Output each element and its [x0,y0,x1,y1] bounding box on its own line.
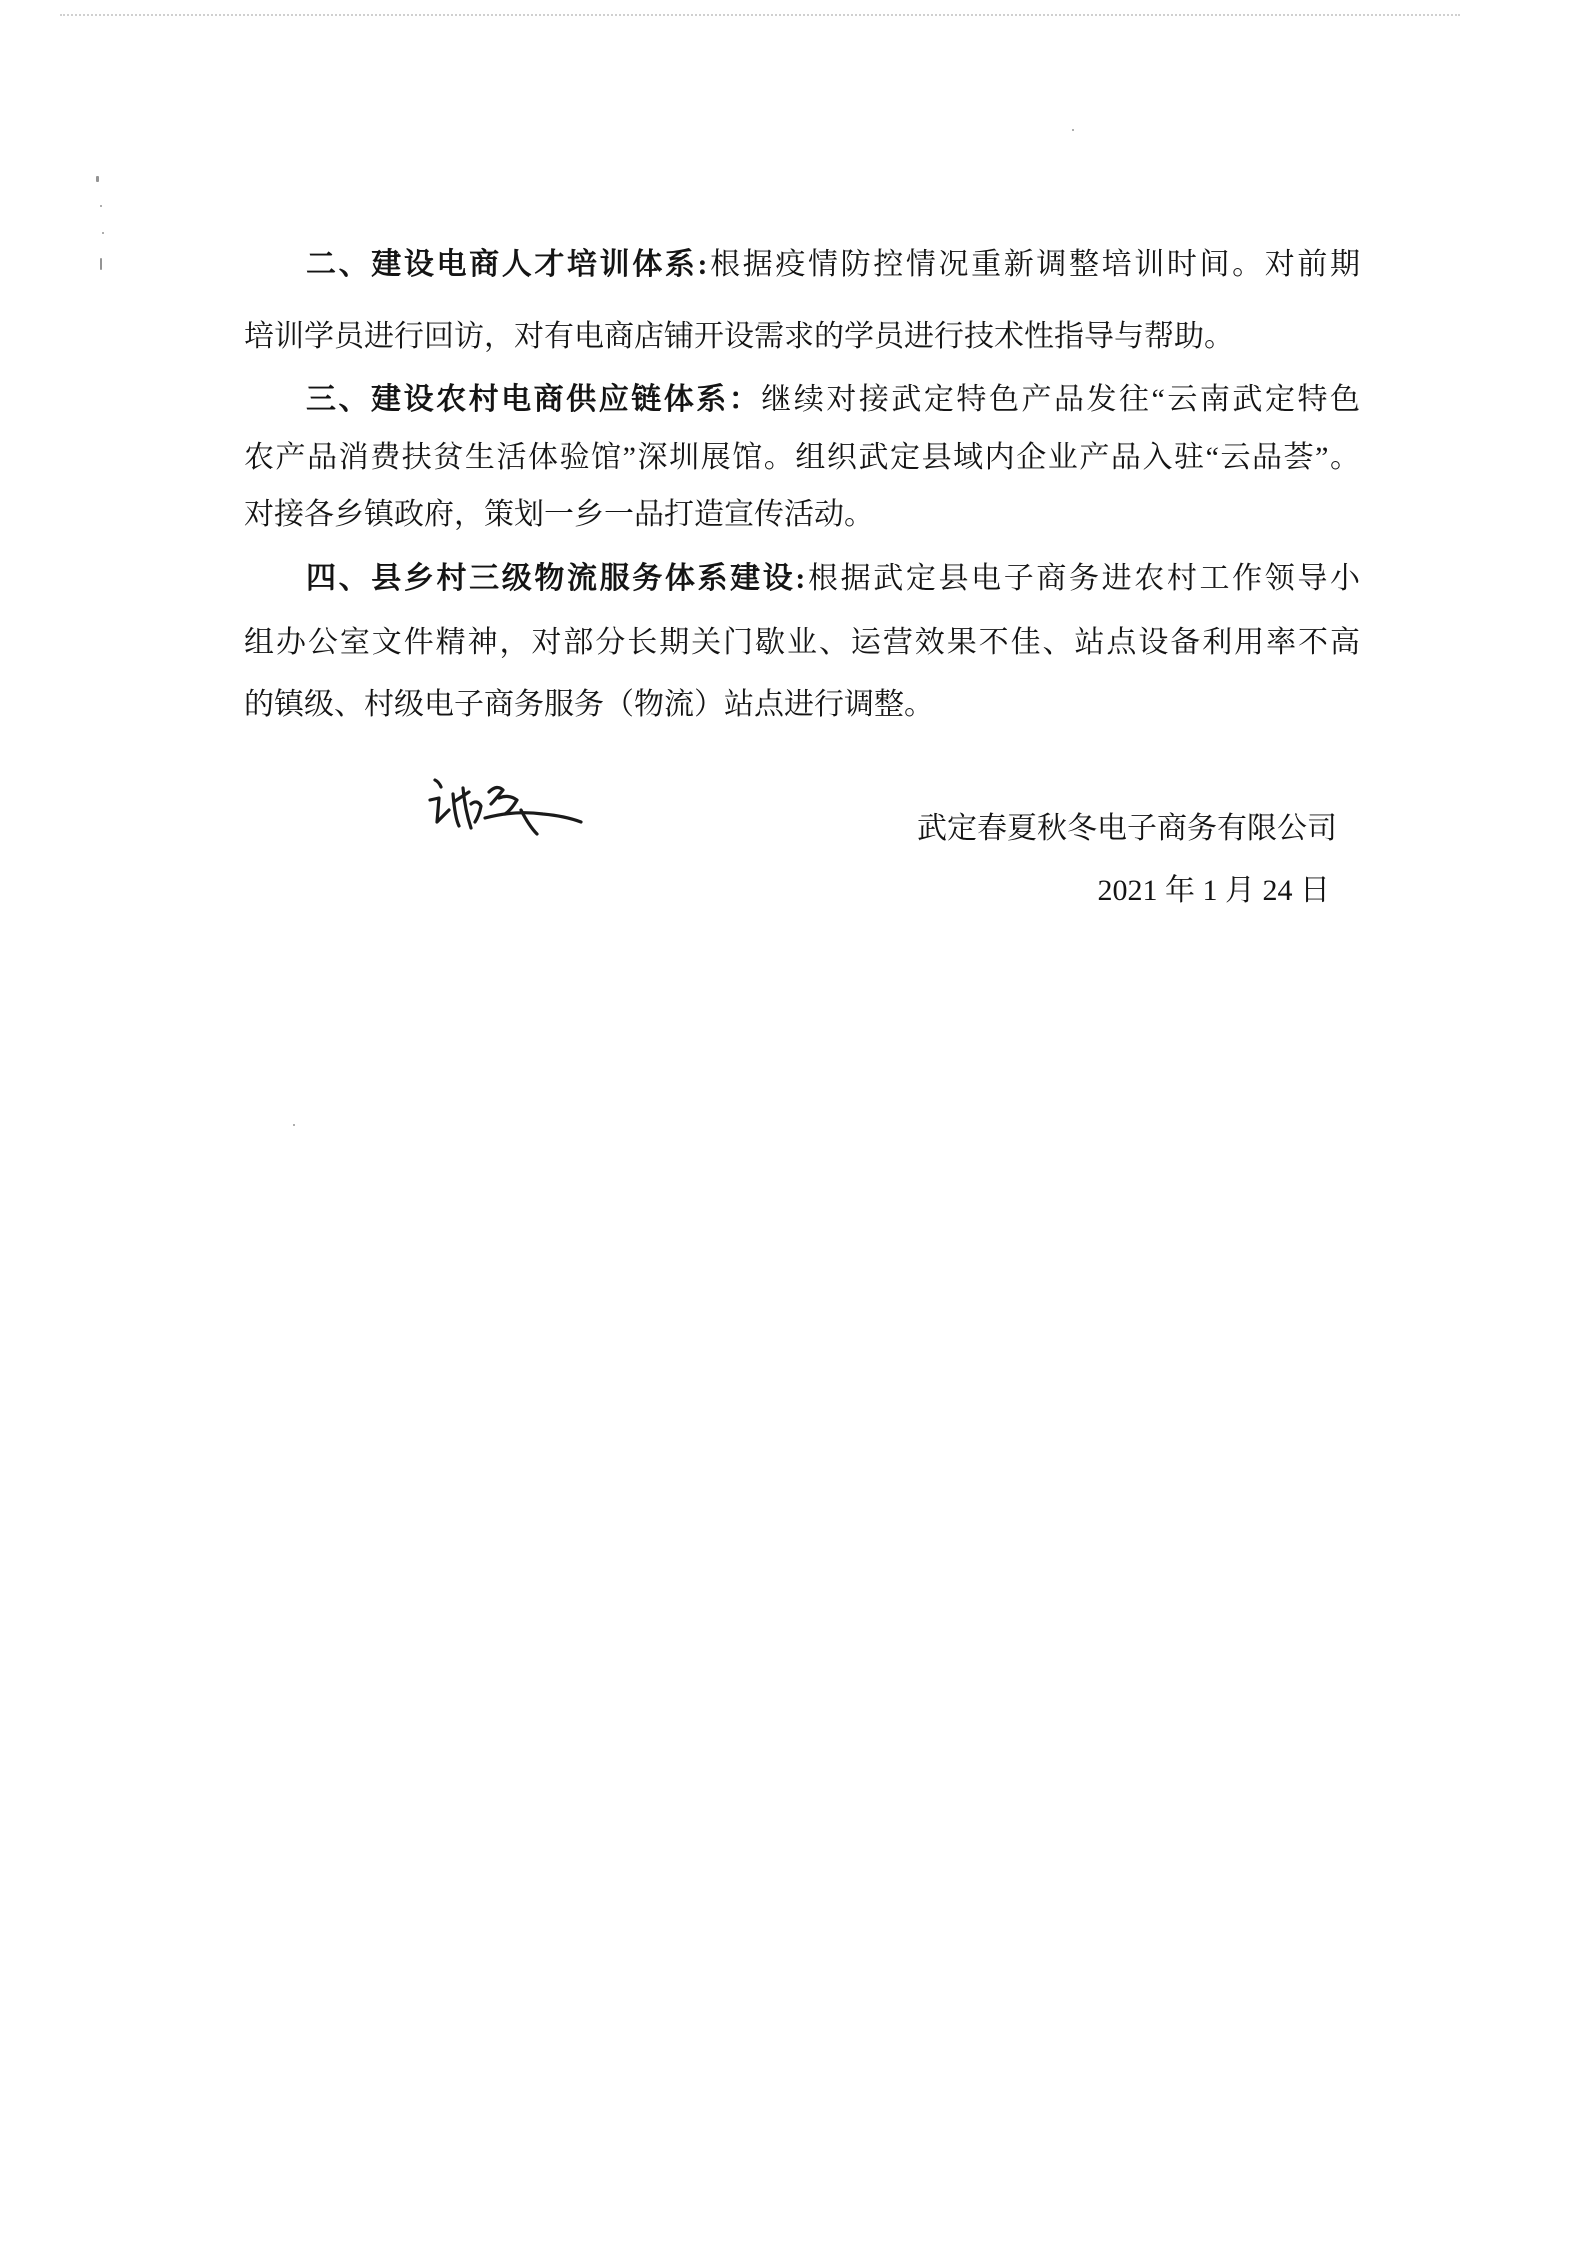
signature-stroke [430,798,449,822]
paragraph-3-line-1 [306,559,1360,599]
signature-stroke [471,802,481,822]
scan-speck [1072,129,1074,131]
signature-stroke [499,796,517,814]
paragraph-2-line-3: 对接各乡镇政府，策划一乡一品打造宣传活动。 [244,498,874,531]
document-date: 2021 年 1 月 24 日 [1097,874,1330,907]
paragraph-2-heading: 三、建设农村电商供应链体系： [306,383,762,416]
paragraph-1-line-2: 培训学员进行回访，对有电商店铺开设需求的学员进行技术性指导与帮助。 [244,320,1234,353]
scan-speck [102,232,104,234]
scan-speck [100,258,102,270]
scan-edge-artifact [60,14,1460,16]
paragraph-1-line-1 [306,245,1360,285]
scan-speck [293,1124,295,1126]
paragraph-3-line-2: 组办公室文件精神，对部分长期关门歇业、运营效果不佳、站点设备利用率不高 [244,626,1360,659]
signature-stroke [485,813,581,822]
paragraph-2-line-1 [306,380,1360,420]
signature-stroke [435,780,441,787]
scan-speck [96,176,99,182]
paragraph-2-line-2: 农产品消费扶贫生活体验馆”深圳展馆。组织武定县域内企业产品入驻“云品荟”。 [244,441,1360,474]
company-name: 武定春夏秋冬电子商务有限公司 [917,812,1337,845]
paragraph-1-heading: 二、建设电商人才培训体系: [306,248,708,281]
paragraph-3-line-3: 的镇级、村级电子商务服务（物流）站点进行调整。 [244,688,934,721]
scan-speck [100,205,102,207]
paragraph-3-text: 根据武定县电子商务进农村工作领导小 [805,562,1360,595]
handwritten-signature [425,770,585,850]
paragraph-2-text: 继续对接武定特色产品发往“云南武定特色 [761,383,1360,416]
paragraph-1-text: 根据疫情防控情况重新调整培训时间。对前期 [707,248,1360,281]
paragraph-3-heading: 四、县乡村三级物流服务体系建设: [306,562,806,595]
